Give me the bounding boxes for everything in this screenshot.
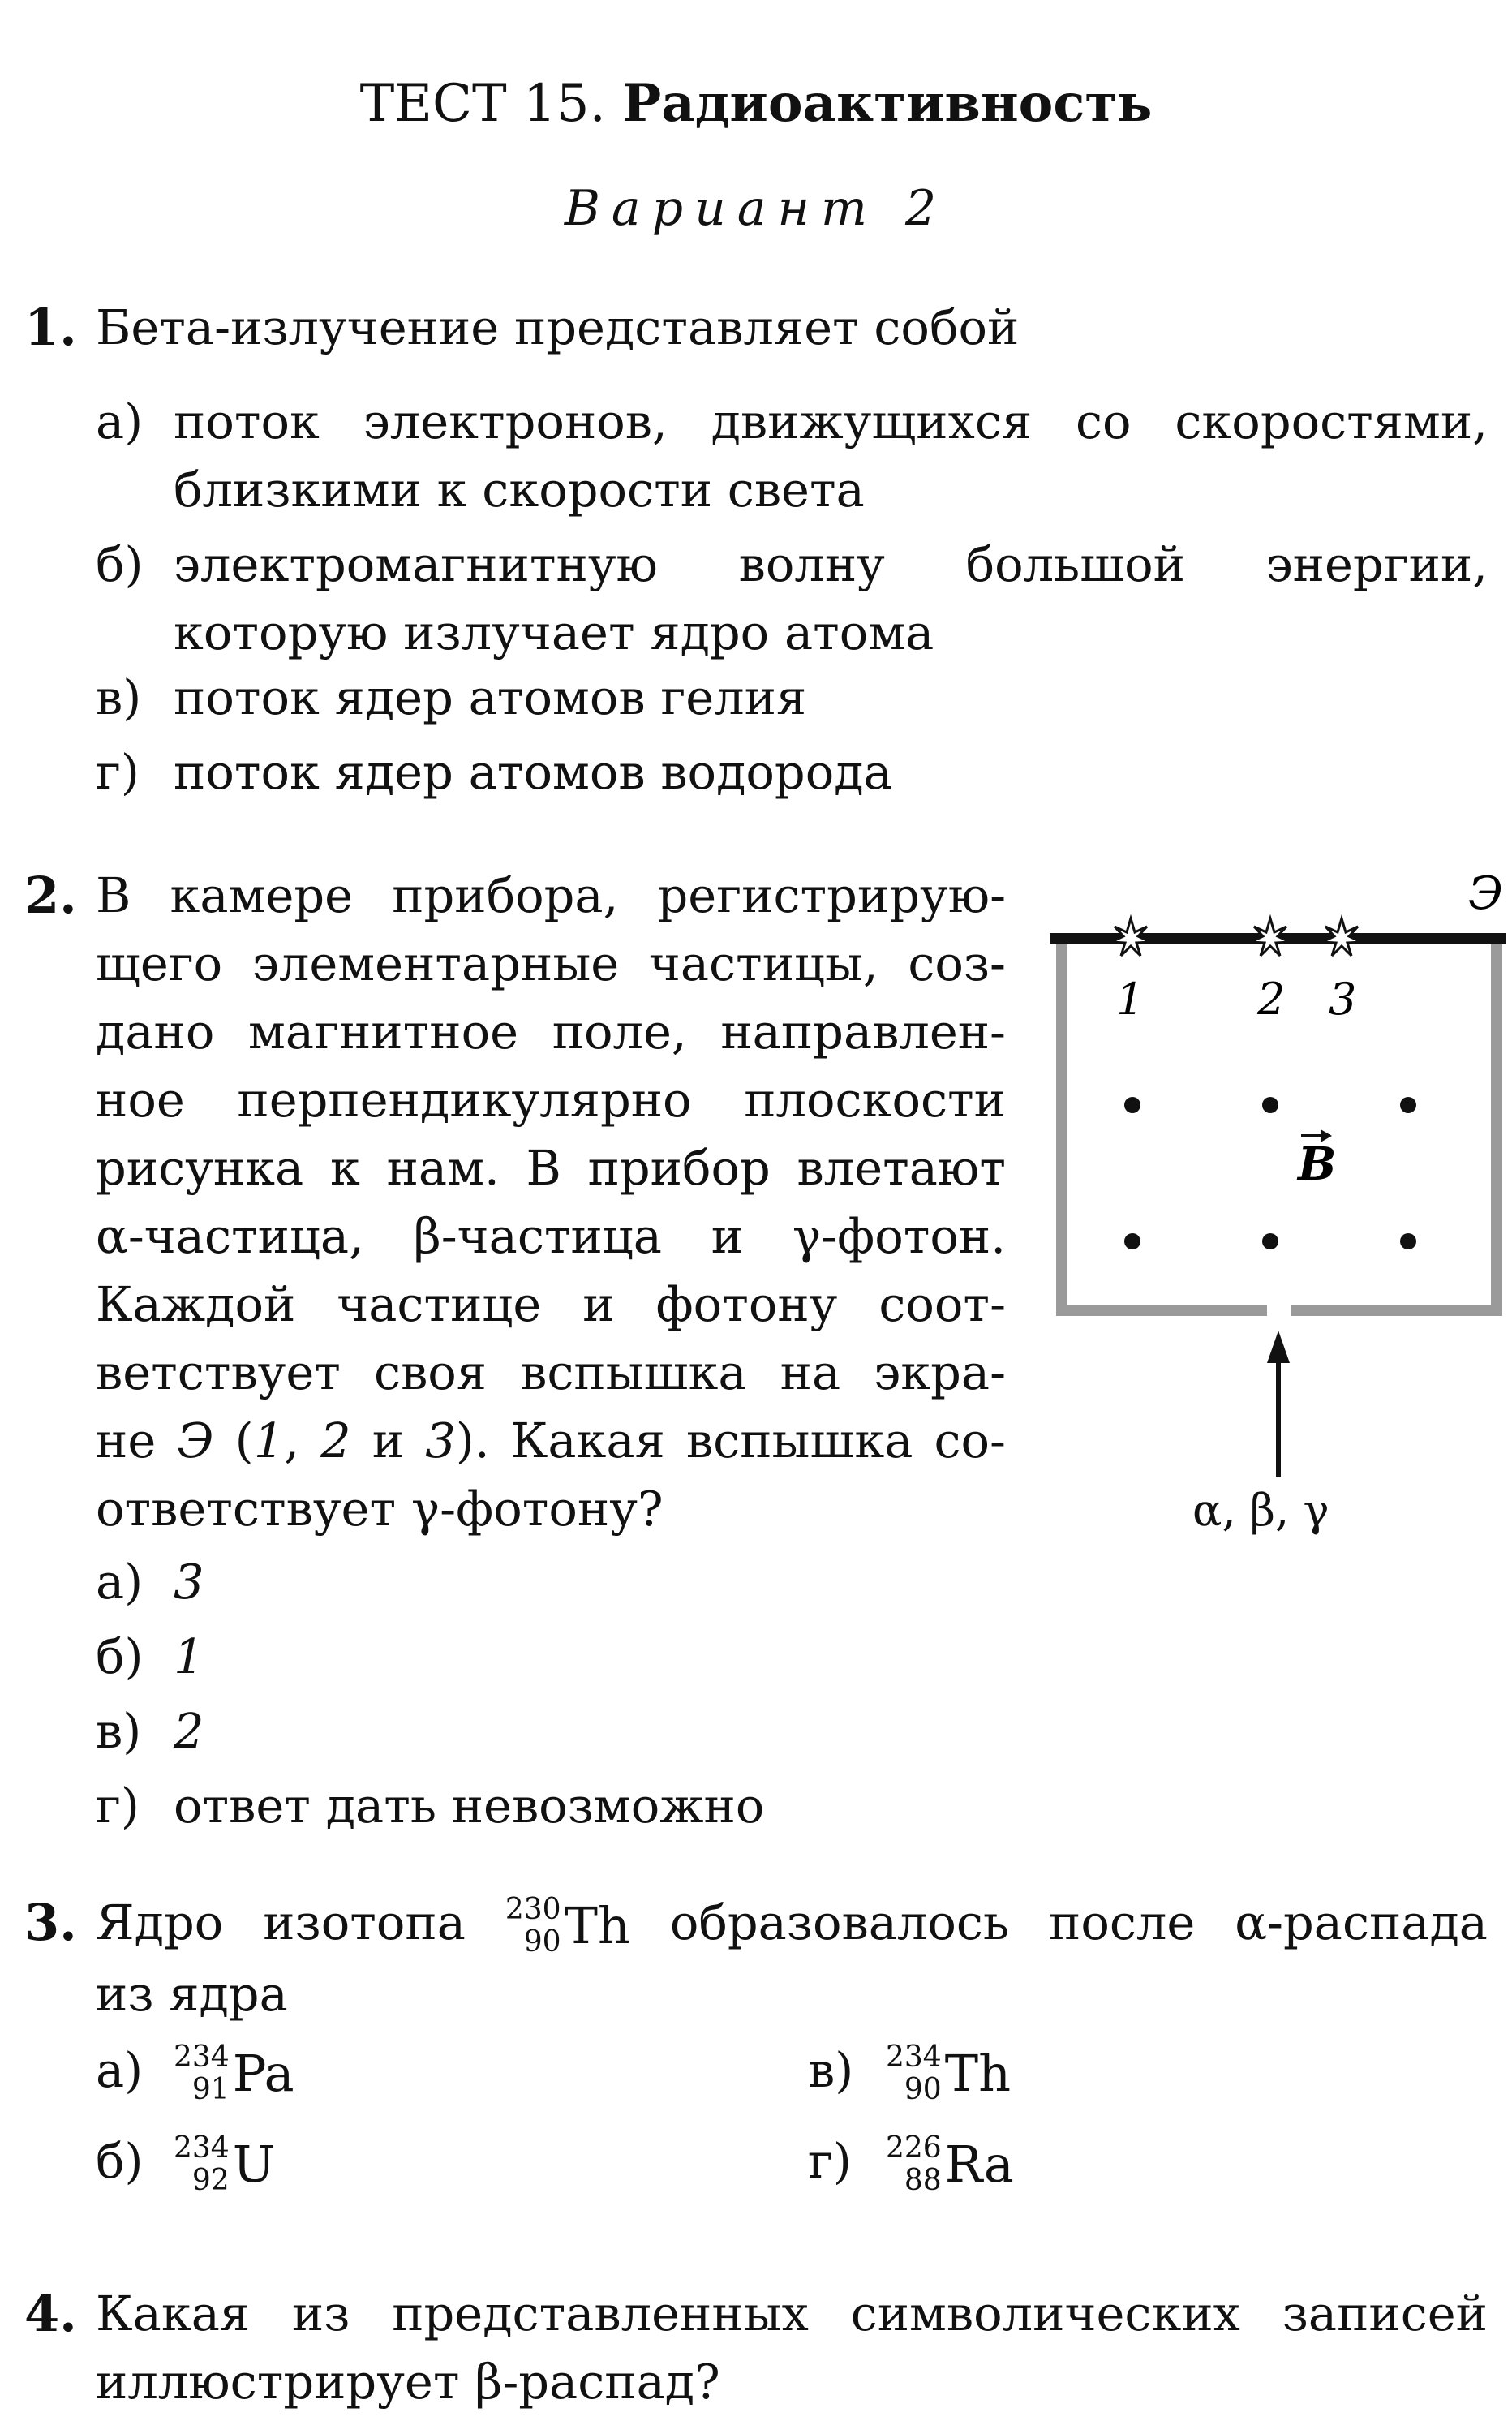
option-text: поток электронов, движущихся со скоростями, близкими к скорости света (174, 393, 1488, 518)
question-number: 2. (24, 866, 77, 925)
element-symbol: Th (944, 2044, 1012, 2104)
option-label: в) (96, 1703, 142, 1759)
text-run: образовалось после α-распада (669, 1894, 1488, 1950)
answer-option (96, 2127, 275, 2199)
option-label: б) (96, 536, 144, 592)
option-label: г) (96, 1778, 140, 1834)
question-line: ное перпендикулярно плоскости (96, 1072, 1006, 1128)
nuclide (174, 2040, 294, 2108)
field-label: B (1298, 1137, 1337, 1191)
question-text (96, 862, 1006, 1543)
option-label: г) (96, 744, 140, 800)
screen-symbol: Э (177, 1413, 214, 1469)
text-run: и (350, 1413, 426, 1469)
answer-option (96, 1772, 764, 1840)
chamber-bottom-wall-right (1291, 1305, 1502, 1316)
option-text: ответ дать невозможно (174, 1778, 765, 1834)
option-text: 3 (174, 1554, 204, 1610)
flash-label-1: 1 (1116, 974, 1145, 1025)
field-dot (1262, 1233, 1278, 1249)
charge-number: 90 (523, 1925, 561, 1959)
text-run: не (96, 1413, 178, 1469)
question-text: Бета-излучение представляет собой (96, 299, 1020, 355)
answer-option (96, 388, 1488, 524)
chamber-left-wall (1056, 941, 1067, 1314)
question-line: Каждой частице и фотону соот- (96, 1276, 1006, 1332)
element-symbol: Th (564, 1896, 630, 1956)
question-line: В камере прибора, регистрирую- (96, 867, 1006, 923)
mass-number: 234 (886, 2041, 942, 2075)
page-title (0, 68, 1512, 140)
question-line: из ядра (96, 1966, 288, 2023)
option-label: а) (96, 2042, 144, 2098)
question-text (96, 2280, 1488, 2416)
question-line: ответствует γ-фотону? (96, 1481, 664, 1537)
option-label: в) (808, 2042, 854, 2098)
nuclide (886, 2040, 1011, 2108)
question-line: иллюстрирует β-распад? (96, 2354, 720, 2410)
charge-number: 88 (904, 2164, 942, 2198)
question-line: α-частица, β-частица и γ-фотон. (96, 1208, 1006, 1264)
nuclide (505, 1892, 630, 1960)
magnetic-chamber-diagram (1046, 868, 1509, 1536)
element-symbol: U (232, 2135, 275, 2195)
question-line: рисунка к нам. В прибор влетают (96, 1140, 1006, 1196)
option-label: г) (808, 2133, 852, 2189)
field-dot (1400, 1233, 1416, 1249)
element-symbol: Pa (232, 2044, 294, 2104)
question-number: 4. (24, 2284, 77, 2343)
test-topic: Радиоактивность (622, 73, 1153, 134)
test-number: ТЕСТ 15. (359, 74, 606, 134)
text-run: Ядро изотопа (96, 1894, 466, 1950)
charge-number: 92 (191, 2164, 230, 2198)
question-line: дано магнитное поле, направлен- (96, 1004, 1006, 1060)
option-label: б) (96, 1628, 144, 1684)
field-dot (1124, 1233, 1140, 1249)
option-label: в) (96, 669, 142, 725)
mass-number: 234 (174, 2131, 230, 2165)
charge-number: 91 (191, 2073, 230, 2107)
question-number: 3. (24, 1893, 77, 1952)
question-text (96, 1889, 1488, 2028)
text-run: ( (213, 1413, 254, 1469)
mass-number: 234 (174, 2041, 230, 2075)
mass-number: 226 (886, 2131, 942, 2165)
answer-option (808, 2036, 1011, 2108)
text-run: ). Какая вспышка со- (455, 1413, 1006, 1469)
particles-label: α, β, γ (1192, 1485, 1329, 1536)
question-line: щего элементарные частицы, соз- (96, 935, 1006, 991)
option-text: поток ядер атомов водорода (174, 744, 892, 800)
option-text: 1 (174, 1628, 204, 1684)
flash-ref: 3 (425, 1413, 456, 1469)
chamber-bottom-wall-left (1056, 1305, 1267, 1316)
question-line: Какая из представленных символических записей (96, 2286, 1488, 2342)
arrowhead-icon (1267, 1331, 1290, 1363)
chamber-right-wall (1491, 941, 1502, 1314)
diagram-svg (1046, 868, 1509, 1485)
question-line (96, 1407, 1006, 1475)
flash-label-3: 3 (1329, 974, 1357, 1025)
option-text: поток ядер атомов гелия (174, 669, 807, 725)
field-dot (1400, 1097, 1416, 1113)
answer-option (96, 738, 892, 806)
answer-option (96, 1548, 204, 1616)
option-label: а) (96, 1554, 144, 1610)
field-dot (1124, 1097, 1140, 1113)
answer-option (808, 2127, 1014, 2199)
option-label: а) (96, 393, 144, 449)
answer-option (96, 2036, 294, 2108)
flash-ref: 2 (320, 1413, 351, 1469)
question-line: ветствует своя вспышка на экра- (96, 1344, 1006, 1400)
mass-number: 230 (505, 1893, 561, 1927)
question-line (96, 1889, 1488, 1960)
nuclide (174, 2131, 275, 2199)
answer-option (96, 1697, 204, 1765)
option-text: 2 (174, 1703, 204, 1759)
text-run: , (284, 1413, 321, 1469)
element-symbol: Ra (944, 2135, 1014, 2195)
screen-label: Э (1468, 868, 1503, 920)
flash-label-2: 2 (1257, 974, 1286, 1025)
option-text: электромагнитную волну большой энергии, которую излучает ядро атома (174, 536, 1488, 660)
charge-number: 90 (904, 2073, 942, 2107)
option-label: б) (96, 2133, 144, 2189)
nuclide (886, 2131, 1014, 2199)
flash-ref: 1 (253, 1413, 285, 1469)
answer-option (96, 664, 806, 732)
field-dot (1262, 1097, 1278, 1113)
variant-heading: Вариант 2 (564, 180, 948, 237)
answer-option (96, 1623, 204, 1691)
question-number: 1. (24, 298, 77, 357)
answer-option (96, 531, 1488, 667)
